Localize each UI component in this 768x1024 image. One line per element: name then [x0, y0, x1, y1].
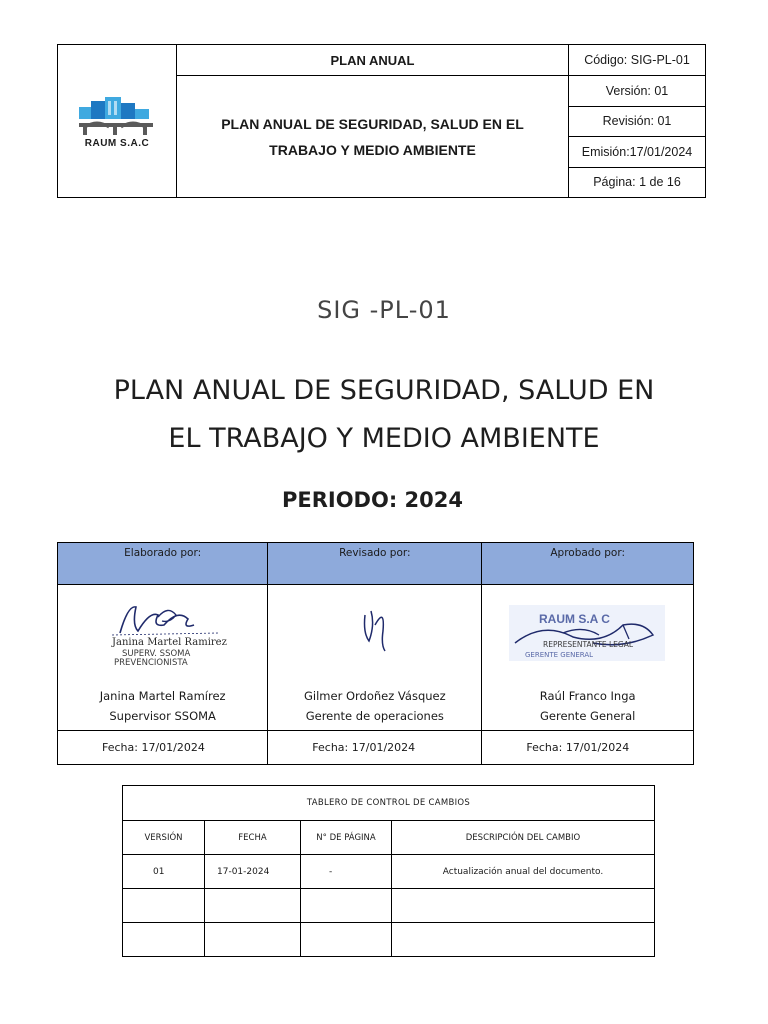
stamp-elaborado-line3: PREVENCIONISTA — [113, 658, 188, 665]
elaborado-heading: Elaborado por: — [58, 543, 268, 585]
aprobado-cell — [482, 585, 694, 731]
signature-revisado-icon — [345, 585, 405, 665]
change-control-title: TABLERO DE CONTROL DE CAMBIOS — [123, 786, 655, 821]
aprobado-role: Gerente General — [539, 709, 636, 723]
elaborado-role: Supervisor SSOMA — [109, 709, 216, 723]
document-title — [60, 367, 708, 463]
change-control-table — [122, 785, 655, 957]
revisado-cell — [268, 585, 482, 731]
cell-version — [123, 923, 205, 957]
table-row — [123, 889, 655, 923]
revisado-role: Gerente de operaciones — [305, 709, 444, 723]
approvals-table — [57, 542, 694, 765]
pagina-field: Página: 1 de 16 — [569, 167, 706, 197]
column-header-fecha: FECHA — [205, 821, 301, 855]
aprobado-heading: Aprobado por: — [482, 543, 694, 585]
revisado-name: Gilmer Ordoñez Vásquez — [304, 689, 446, 703]
company-logo-icon — [77, 93, 157, 137]
emision-field: Emisión:17/01/2024 — [569, 137, 706, 167]
cell-pagina: - — [301, 855, 392, 889]
company-name: RAUM S.A.C — [84, 138, 150, 149]
cell-version: 01 — [123, 855, 205, 889]
stamp-elaborado-line2: SUPERV. SSOMA — [121, 649, 190, 659]
column-header-descripcion: DESCRIPCIÓN DEL CAMBIO — [392, 821, 655, 855]
header-title-line1: PLAN ANUAL DE SEGURIDAD, SALUD EN EL — [221, 115, 524, 132]
elaborado-cell — [58, 585, 268, 731]
document-header — [57, 44, 706, 198]
header-title — [177, 76, 569, 198]
cell-fecha — [205, 889, 301, 923]
header-title-line2: TRABAJO Y MEDIO AMBIENTE — [269, 141, 476, 158]
cell-fecha: 17-01-2024 — [205, 855, 301, 889]
elaborado-name: Janina Martel Ramírez — [99, 689, 226, 703]
cell-descripcion — [392, 923, 655, 957]
stamp-aprobado-line1: RAUM S.A C — [538, 612, 610, 626]
cell-version — [123, 889, 205, 923]
revision-field: Revisión: 01 — [569, 106, 706, 136]
elaborado-date: Fecha: 17/01/2024 — [58, 731, 268, 765]
cell-pagina — [301, 889, 392, 923]
cell-descripcion — [392, 889, 655, 923]
logo-cell — [58, 45, 177, 198]
stamp-aprobado-line3: GERENTE GENERAL — [524, 651, 593, 659]
document-code: SIG -PL-01 — [317, 296, 451, 324]
signature-stamp-elaborado-icon — [98, 585, 228, 665]
stamp-aprobado-line2: REPRESENTANTE LEGAL — [542, 640, 633, 649]
plan-label: PLAN ANUAL — [177, 45, 569, 76]
cell-fecha — [205, 923, 301, 957]
cell-descripcion: Actualización anual del documento. — [392, 855, 655, 889]
table-row — [123, 923, 655, 957]
revisado-heading: Revisado por: — [268, 543, 482, 585]
cell-pagina — [301, 923, 392, 957]
version-field: Versión: 01 — [569, 76, 706, 106]
aprobado-name: Raúl Franco Inga — [539, 689, 636, 703]
stamp-elaborado-line1: Janina Martel Ramirez — [111, 637, 227, 648]
revisado-date: Fecha: 17/01/2024 — [268, 731, 482, 765]
table-row — [123, 855, 655, 889]
column-header-pagina: N° DE PÁGINA — [301, 821, 392, 855]
document-title-line2: EL TRABAJO Y MEDIO AMBIENTE — [168, 423, 600, 454]
column-header-version: VERSIÓN — [123, 821, 205, 855]
document-period: PERIODO: 2024 — [281, 488, 463, 512]
codigo-field: Código: SIG-PL-01 — [569, 45, 706, 76]
document-title-line1: PLAN ANUAL DE SEGURIDAD, SALUD EN — [113, 375, 655, 406]
aprobado-date: Fecha: 17/01/2024 — [482, 731, 694, 765]
signature-stamp-aprobado-icon — [503, 585, 673, 665]
